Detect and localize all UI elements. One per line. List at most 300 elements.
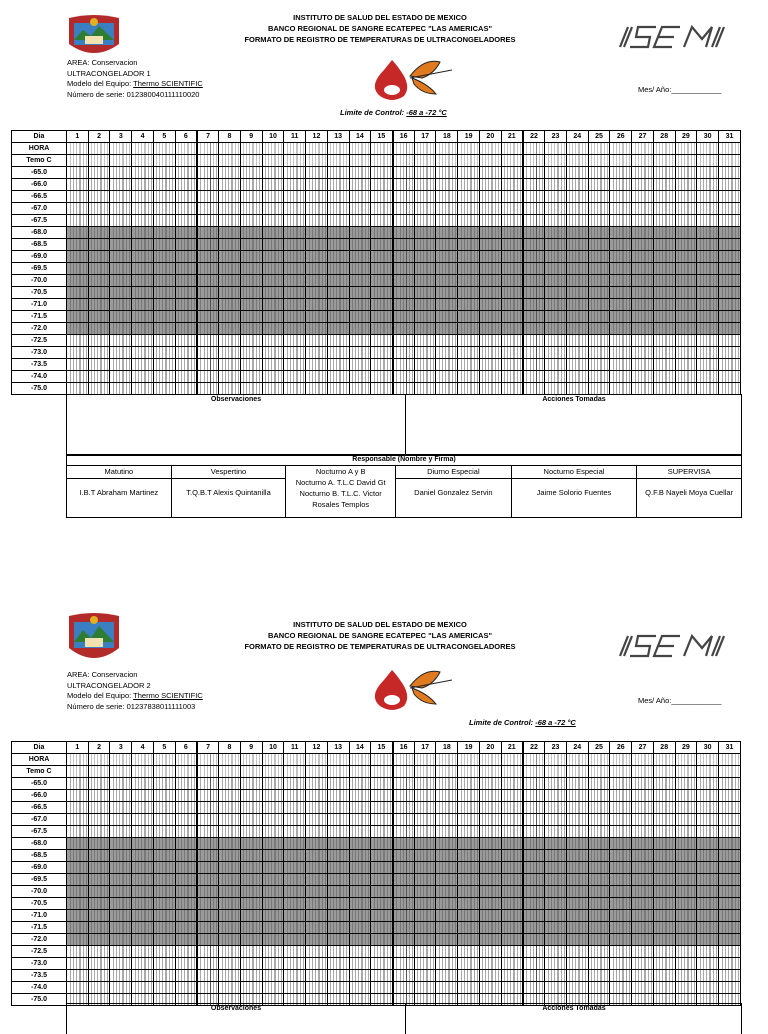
- temp-cell: [719, 299, 741, 311]
- temp-cell: [545, 862, 567, 874]
- temp-row: [12, 958, 741, 970]
- temp-cell: [393, 167, 415, 179]
- temp-cell: [393, 970, 415, 982]
- temp-cell: [175, 215, 197, 227]
- state-seal-logo: [63, 612, 125, 664]
- temp-cell: [719, 167, 741, 179]
- temp-value: -75.0: [12, 994, 67, 1006]
- temp-cell: [327, 982, 349, 994]
- temp-cell: [153, 179, 175, 191]
- day-number: 10: [262, 742, 284, 754]
- temp-cell: [262, 838, 284, 850]
- temp-cell: [371, 383, 393, 395]
- temp-cell: [632, 335, 654, 347]
- temp-cell: [393, 179, 415, 191]
- temp-cell: [545, 910, 567, 922]
- temp-cell: [371, 886, 393, 898]
- temp-cell: [110, 239, 132, 251]
- temp-cell: [110, 299, 132, 311]
- serial-number: Número de serie: 01237838011111003: [67, 701, 196, 711]
- temp-cell: [110, 814, 132, 826]
- control-limit-label: Limite de Control:: [340, 108, 407, 117]
- temp-cell: [588, 802, 610, 814]
- temp-cell: [479, 275, 501, 287]
- temp-cell: [219, 898, 241, 910]
- temp-cell: [197, 323, 219, 335]
- temp-cell: [284, 790, 306, 802]
- temp-cell: [327, 958, 349, 970]
- temp-cell: [610, 886, 632, 898]
- temp-cell: [653, 970, 675, 982]
- temp-cell: [306, 263, 328, 275]
- temp-cell: [110, 898, 132, 910]
- temp-cell: [327, 167, 349, 179]
- temp-cell: [697, 850, 719, 862]
- temp-header-cell: [697, 155, 719, 167]
- temp-cell: [175, 323, 197, 335]
- temp-cell: [262, 251, 284, 263]
- temp-cell: [653, 790, 675, 802]
- temp-cell: [262, 263, 284, 275]
- temp-cell: [523, 826, 545, 838]
- temp-cell: [545, 299, 567, 311]
- hora-cell: [349, 754, 371, 766]
- temp-cell: [67, 227, 89, 239]
- hora-row: [12, 754, 741, 766]
- temp-cell: [588, 359, 610, 371]
- month-year-field: Mes/ Año:____________: [638, 85, 722, 94]
- temp-cell: [479, 359, 501, 371]
- temp-cell: [501, 371, 523, 383]
- temp-cell: [697, 323, 719, 335]
- temp-cell: [175, 359, 197, 371]
- temp-cell: [697, 251, 719, 263]
- temp-cell: [479, 287, 501, 299]
- temp-cell: [175, 778, 197, 790]
- temp-value: -71.0: [12, 910, 67, 922]
- day-number: 12: [306, 131, 328, 143]
- temp-cell: [219, 814, 241, 826]
- temp-cell: [501, 287, 523, 299]
- temp-cell: [566, 263, 588, 275]
- temp-cell: [719, 383, 741, 395]
- temp-cell: [588, 191, 610, 203]
- temp-cell: [371, 826, 393, 838]
- temp-cell: [588, 874, 610, 886]
- temp-cell: [284, 335, 306, 347]
- hora-label: HORA: [12, 754, 67, 766]
- temp-cell: [653, 335, 675, 347]
- temp-cell: [88, 898, 110, 910]
- shift-label: Diurno Especial: [396, 466, 511, 479]
- person-name: Daniel Gonzalez Servin: [414, 488, 493, 497]
- temp-header-row: [12, 155, 741, 167]
- temp-cell: [414, 323, 436, 335]
- temp-cell: [262, 934, 284, 946]
- temp-cell: [88, 299, 110, 311]
- temp-cell: [501, 802, 523, 814]
- model-label: Modelo del Equipo:: [67, 79, 134, 88]
- temp-cell: [284, 814, 306, 826]
- temp-cell: [349, 167, 371, 179]
- temp-cell: [523, 862, 545, 874]
- temp-cell: [327, 215, 349, 227]
- temp-cell: [458, 383, 480, 395]
- temp-cell: [610, 802, 632, 814]
- temp-cell: [153, 275, 175, 287]
- day-number: 8: [219, 131, 241, 143]
- temp-cell: [284, 922, 306, 934]
- temp-cell: [436, 934, 458, 946]
- temp-row: [12, 898, 741, 910]
- temp-cell: [479, 874, 501, 886]
- temp-cell: [175, 179, 197, 191]
- temp-cell: [110, 910, 132, 922]
- temp-cell: [675, 239, 697, 251]
- temp-cell: [349, 898, 371, 910]
- temp-cell: [262, 910, 284, 922]
- temp-cell: [349, 347, 371, 359]
- temp-row: [12, 275, 741, 287]
- temp-cell: [653, 227, 675, 239]
- temp-cell: [632, 311, 654, 323]
- temp-cell: [240, 970, 262, 982]
- temp-row: [12, 215, 741, 227]
- temp-cell: [88, 862, 110, 874]
- person-name: Jaime Solorio Fuentes: [536, 488, 612, 497]
- temp-cell: [610, 263, 632, 275]
- temp-cell: [110, 886, 132, 898]
- hora-cell: [132, 754, 154, 766]
- temp-cell: [697, 287, 719, 299]
- temp-row: [12, 227, 741, 239]
- temp-cell: [219, 970, 241, 982]
- temp-cell: [458, 371, 480, 383]
- temp-cell: [414, 886, 436, 898]
- temp-cell: [262, 311, 284, 323]
- temp-cell: [414, 227, 436, 239]
- temp-cell: [414, 874, 436, 886]
- temp-cell: [675, 191, 697, 203]
- temp-cell: [153, 287, 175, 299]
- temp-cell: [566, 862, 588, 874]
- temp-cell: [371, 287, 393, 299]
- temp-cell: [327, 383, 349, 395]
- temp-cell: [479, 826, 501, 838]
- temp-header-cell: [67, 155, 89, 167]
- temp-cell: [67, 239, 89, 251]
- temp-cell: [327, 898, 349, 910]
- temp-cell: [306, 934, 328, 946]
- hora-cell: [458, 143, 480, 155]
- temp-cell: [675, 383, 697, 395]
- temp-cell: [197, 203, 219, 215]
- temp-cell: [501, 886, 523, 898]
- temp-cell: [436, 802, 458, 814]
- temp-cell: [153, 383, 175, 395]
- temp-cell: [197, 826, 219, 838]
- temp-cell: [719, 802, 741, 814]
- temp-cell: [284, 215, 306, 227]
- temp-cell: [479, 958, 501, 970]
- temp-cell: [349, 970, 371, 982]
- temp-value: -68.5: [12, 239, 67, 251]
- temp-cell: [284, 287, 306, 299]
- temp-row: [12, 239, 741, 251]
- temp-cell: [719, 275, 741, 287]
- dia-label: Dia: [12, 131, 67, 143]
- temp-cell: [88, 910, 110, 922]
- temp-header-cell: [371, 155, 393, 167]
- temp-cell: [675, 862, 697, 874]
- temp-cell: [219, 287, 241, 299]
- temp-cell: [719, 251, 741, 263]
- temp-cell: [632, 910, 654, 922]
- temp-cell: [545, 179, 567, 191]
- hora-cell: [371, 143, 393, 155]
- temp-cell: [197, 299, 219, 311]
- temp-cell: [719, 874, 741, 886]
- temp-cell: [219, 874, 241, 886]
- temp-cell: [653, 371, 675, 383]
- temp-cell: [371, 347, 393, 359]
- temp-cell: [523, 299, 545, 311]
- temp-cell: [588, 790, 610, 802]
- temp-cell: [675, 898, 697, 910]
- temp-cell: [393, 335, 415, 347]
- temp-cell: [566, 323, 588, 335]
- temp-cell: [284, 227, 306, 239]
- temp-cell: [219, 179, 241, 191]
- temp-cell: [67, 287, 89, 299]
- temp-value: -65.0: [12, 167, 67, 179]
- temp-cell: [523, 251, 545, 263]
- temp-cell: [414, 347, 436, 359]
- temp-cell: [501, 862, 523, 874]
- temp-cell: [284, 275, 306, 287]
- temp-cell: [414, 910, 436, 922]
- temp-cell: [88, 383, 110, 395]
- temp-cell: [197, 922, 219, 934]
- temp-cell: [371, 215, 393, 227]
- temp-cell: [67, 826, 89, 838]
- temp-cell: [697, 311, 719, 323]
- temp-cell: [88, 970, 110, 982]
- temp-cell: [132, 299, 154, 311]
- temp-cell: [501, 215, 523, 227]
- temp-cell: [371, 335, 393, 347]
- temp-row: [12, 335, 741, 347]
- day-number: 6: [175, 131, 197, 143]
- temp-cell: [545, 838, 567, 850]
- hora-cell: [393, 754, 415, 766]
- day-number: 29: [675, 131, 697, 143]
- temp-cell: [653, 814, 675, 826]
- hora-cell: [110, 754, 132, 766]
- day-number: 30: [697, 131, 719, 143]
- temp-cell: [632, 814, 654, 826]
- observations-box: [66, 394, 742, 456]
- temp-row: [12, 263, 741, 275]
- temp-cell: [349, 982, 371, 994]
- acciones-label: Acciones Tomadas: [542, 1005, 606, 1012]
- temperature-table: [11, 741, 741, 1006]
- temp-cell: [219, 323, 241, 335]
- temp-value: -70.0: [12, 275, 67, 287]
- temp-cell: [719, 922, 741, 934]
- temp-cell: [719, 311, 741, 323]
- temp-cell: [588, 970, 610, 982]
- temp-cell: [175, 790, 197, 802]
- temp-cell: [675, 359, 697, 371]
- temp-cell: [306, 287, 328, 299]
- temp-cell: [523, 275, 545, 287]
- temp-cell: [566, 790, 588, 802]
- temp-cell: [175, 922, 197, 934]
- temp-cell: [306, 227, 328, 239]
- temp-cell: [327, 263, 349, 275]
- temp-cell: [566, 970, 588, 982]
- temp-cell: [371, 263, 393, 275]
- day-number: 7: [197, 131, 219, 143]
- hora-label: HORA: [12, 143, 67, 155]
- temp-cell: [153, 790, 175, 802]
- temp-cell: [132, 838, 154, 850]
- temp-cell: [349, 239, 371, 251]
- temp-cell: [67, 850, 89, 862]
- temp-cell: [327, 862, 349, 874]
- temp-cell: [653, 191, 675, 203]
- hora-cell: [327, 143, 349, 155]
- temp-cell: [327, 179, 349, 191]
- temp-cell: [262, 203, 284, 215]
- day-number: 4: [132, 742, 154, 754]
- temp-cell: [393, 203, 415, 215]
- temp-cell: [610, 203, 632, 215]
- temp-cell: [67, 778, 89, 790]
- temp-cell: [67, 802, 89, 814]
- temp-cell: [132, 874, 154, 886]
- temp-cell: [67, 251, 89, 263]
- temp-cell: [306, 790, 328, 802]
- temp-cell: [67, 910, 89, 922]
- temp-cell: [88, 982, 110, 994]
- temp-value: -73.0: [12, 347, 67, 359]
- temp-cell: [67, 359, 89, 371]
- temp-row: [12, 179, 741, 191]
- temp-cell: [306, 814, 328, 826]
- temp-cell: [414, 850, 436, 862]
- temp-cell: [306, 275, 328, 287]
- temp-cell: [88, 191, 110, 203]
- temp-cell: [632, 790, 654, 802]
- temp-cell: [675, 802, 697, 814]
- temp-cell: [436, 335, 458, 347]
- temp-cell: [153, 838, 175, 850]
- temp-cell: [719, 335, 741, 347]
- temp-cell: [371, 251, 393, 263]
- temp-cell: [545, 898, 567, 910]
- temp-cell: [436, 946, 458, 958]
- temp-cell: [675, 227, 697, 239]
- temp-cell: [262, 982, 284, 994]
- temp-cell: [393, 886, 415, 898]
- temp-header-cell: [110, 766, 132, 778]
- day-number: 2: [88, 131, 110, 143]
- temp-cell: [719, 982, 741, 994]
- temp-cell: [67, 814, 89, 826]
- temp-cell: [219, 239, 241, 251]
- temp-cell: [501, 383, 523, 395]
- temp-cell: [697, 383, 719, 395]
- temp-cell: [523, 970, 545, 982]
- temp-header-cell: [436, 155, 458, 167]
- temp-cell: [327, 335, 349, 347]
- day-number: 29: [675, 742, 697, 754]
- temp-cell: [436, 251, 458, 263]
- person-name: Q.F.B Nayeli Moya Cuellar: [645, 488, 734, 497]
- temp-cell: [697, 922, 719, 934]
- temp-header-cell: [458, 155, 480, 167]
- temp-cell: [284, 970, 306, 982]
- temp-cell: [458, 299, 480, 311]
- temp-cell: [262, 826, 284, 838]
- temp-cell: [262, 323, 284, 335]
- temp-cell: [566, 910, 588, 922]
- temp-cell: [327, 838, 349, 850]
- temp-cell: [610, 958, 632, 970]
- temp-cell: [523, 778, 545, 790]
- temp-cell: [697, 934, 719, 946]
- temp-cell: [588, 982, 610, 994]
- temp-cell: [132, 826, 154, 838]
- temp-cell: [110, 826, 132, 838]
- temp-header-cell: [479, 766, 501, 778]
- month-year-field: Mes/ Año:____________: [638, 696, 722, 705]
- temp-cell: [132, 814, 154, 826]
- temp-cell: [479, 910, 501, 922]
- hora-cell: [610, 143, 632, 155]
- temp-cell: [414, 359, 436, 371]
- temp-cell: [284, 850, 306, 862]
- temp-cell: [414, 802, 436, 814]
- temp-cell: [110, 970, 132, 982]
- temp-cell: [545, 814, 567, 826]
- temp-cell: [588, 778, 610, 790]
- temp-cell: [545, 263, 567, 275]
- temp-cell: [132, 898, 154, 910]
- day-number: 26: [610, 742, 632, 754]
- temp-cell: [262, 874, 284, 886]
- temperature-table: [11, 130, 741, 395]
- temp-cell: [197, 287, 219, 299]
- temp-cell: [610, 814, 632, 826]
- shift-label: Nocturno Especial: [512, 466, 637, 479]
- temp-cell: [414, 946, 436, 958]
- day-number: 9: [240, 742, 262, 754]
- temp-cell: [719, 203, 741, 215]
- temp-cell: [393, 790, 415, 802]
- temp-cell: [306, 970, 328, 982]
- temp-cell: [414, 215, 436, 227]
- temp-cell: [632, 802, 654, 814]
- temp-cell: [393, 383, 415, 395]
- temp-cell: [436, 227, 458, 239]
- temp-cell: [262, 922, 284, 934]
- hora-cell: [67, 143, 89, 155]
- temp-cell: [675, 850, 697, 862]
- temp-cell: [632, 371, 654, 383]
